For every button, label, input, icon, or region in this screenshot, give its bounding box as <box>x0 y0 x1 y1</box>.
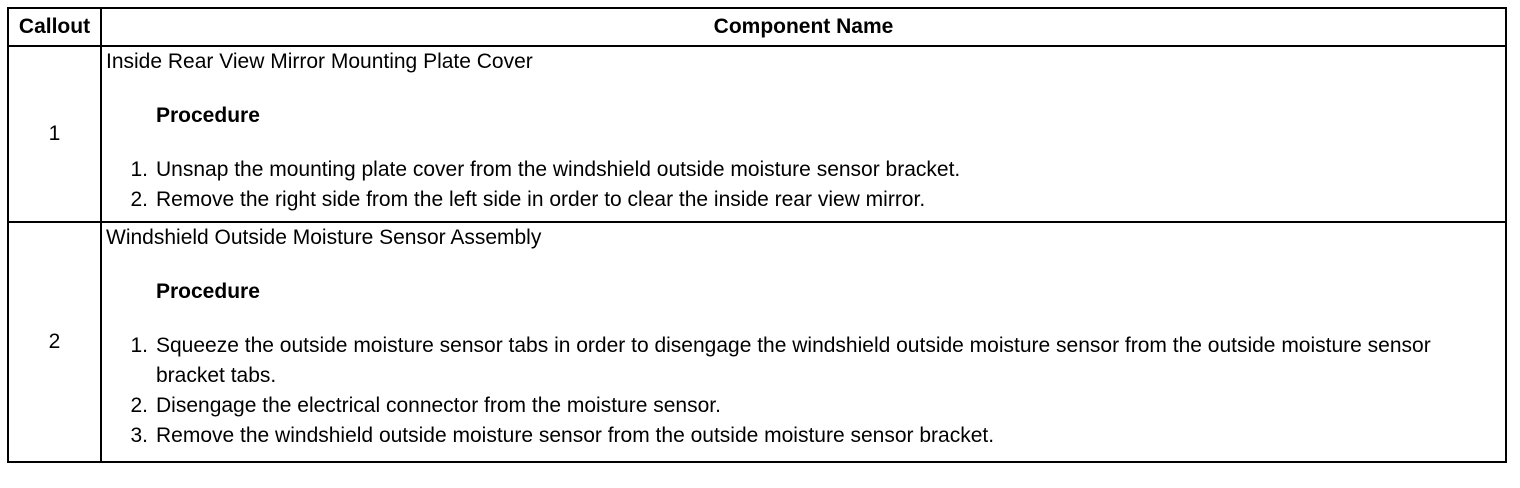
procedure-steps <box>102 331 1505 451</box>
component-title: Inside Rear View Mirror Mounting Plate Cover <box>106 50 533 73</box>
step-text: Remove the windshield outside moisture sensor from the outside moisture sensor bracket. <box>156 424 995 447</box>
procedure-step <box>102 155 1505 185</box>
callout-number: 2 <box>8 222 101 462</box>
step-number: 3. <box>130 424 148 447</box>
component-title: Windshield Outside Moisture Sensor Assembly <box>106 226 542 249</box>
component-table <box>7 7 1507 463</box>
step-text: Squeeze the outside moisture sensor tabs in order to disengage the windshield outside moisture sensor from the outside moisture sensor bracket tabs. <box>156 334 1431 387</box>
procedure-step <box>102 421 1505 451</box>
procedure-label: Procedure <box>156 280 260 303</box>
procedure-step <box>102 331 1505 391</box>
step-number: 1. <box>130 158 148 181</box>
step-number: 2. <box>130 394 148 417</box>
step-text: Remove the right side from the left side in order to clear the inside rear view mirror. <box>156 188 926 211</box>
callout-number: 1 <box>8 46 101 222</box>
step-text: Unsnap the mounting plate cover from the windshield outside moisture sensor bracket. <box>156 158 961 181</box>
procedure-steps <box>102 155 1505 215</box>
header-row <box>8 8 1506 46</box>
step-number: 1. <box>130 334 148 357</box>
step-number: 2. <box>130 188 148 211</box>
table-row <box>8 222 1506 462</box>
component-name-header: Component Name <box>101 8 1506 46</box>
procedure-step <box>102 391 1505 421</box>
component-cell <box>101 46 1506 222</box>
table-row <box>8 46 1506 222</box>
procedure-label: Procedure <box>156 104 260 127</box>
callout-header: Callout <box>8 8 101 46</box>
step-text: Disengage the electrical connector from the moisture sensor. <box>156 394 721 417</box>
component-cell <box>101 222 1506 462</box>
procedure-step <box>102 185 1505 215</box>
